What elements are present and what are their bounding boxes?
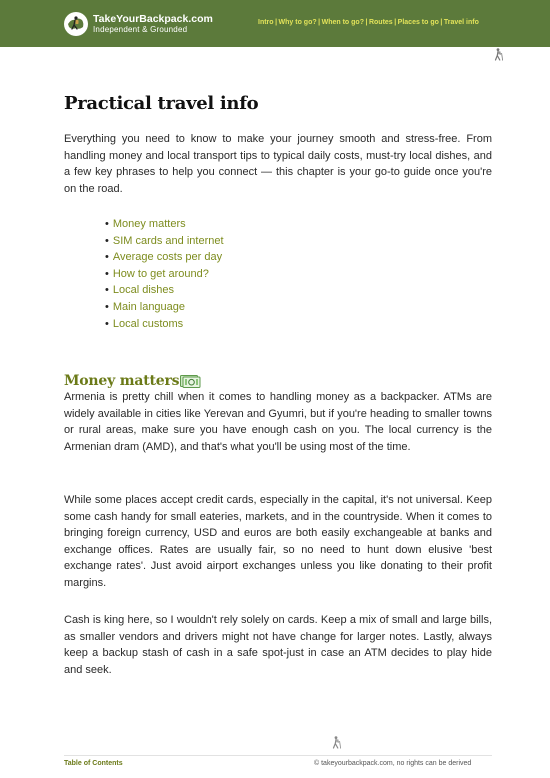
bullet: • (105, 267, 109, 280)
list-item[interactable] (105, 249, 224, 266)
list-item[interactable] (105, 216, 224, 233)
intro-paragraph: Everything you need to know to make your journey smooth and stress-free. From handling money and local transport tips to typical daily costs, must-try local dishes, and a few key phrases to help you connect — this chapter is your go-to guide once you're on the road. (64, 133, 492, 195)
nav-separator: | (275, 19, 278, 26)
nav-places-to-go[interactable]: Places to go (397, 19, 439, 26)
list-item[interactable] (105, 282, 224, 299)
list-item[interactable] (105, 316, 224, 333)
link-local-customs[interactable]: Local customs (112, 317, 184, 330)
money-paragraph-3: Cash is king here, so I wouldn't rely solely on cards. Keep a mix of small and large bills, as smaller vendors and drivers might not have change for larger notes. Lastly, always keep a backup stash of cash in a safe spot-just in case an ATM decides to play hide and seek. (64, 614, 492, 676)
list-item[interactable] (105, 233, 224, 250)
money-paragraph-2: While some places accept credit cards, especially in the capital, it's not universal. Keep some cash handy for small eateries, markets, and in the countryside. When it comes to bringing foreign currency, USD and euros are both easily exchangeable at banks and exchange offices. Rates are usually fair, so no need to hunt down elusive 'best exchange rates'. Just avoid airport exchanges unless you like donating to their profit margins. (64, 494, 492, 589)
chapter-contents-list (105, 216, 224, 332)
bullet: • (105, 300, 109, 313)
bullet: • (105, 234, 109, 247)
footer-divider (64, 755, 492, 756)
link-average-costs[interactable]: Average costs per day (112, 251, 223, 264)
link-sim-cards[interactable]: SIM cards and internet (112, 234, 224, 247)
bullet: • (105, 218, 109, 230)
copyright-notice: © takeyourbackpack.com, no rights can be derived (314, 760, 472, 767)
table-of-contents-link[interactable]: Table of Contents (64, 760, 123, 767)
money-paragraph-1: Armenia is pretty chill when it comes to handling money as a backpacker. ATMs are widely available in cities like Yerevan and Gyumri, but if you're heading to smaller towns or rural areas, make sure you have enough cash on you. The local currency is the Armenian dram (AMD), and that's what you'll be using most of the time. (64, 391, 492, 453)
link-main-language[interactable]: Main language (112, 300, 186, 313)
globe-hiker-logo-icon[interactable] (64, 12, 88, 36)
nav-when-to-go[interactable]: When to go? (321, 19, 364, 26)
section-heading-money-matters: Money matters (64, 373, 180, 389)
bullet: • (105, 251, 109, 264)
top-navigation (258, 19, 479, 26)
list-item[interactable] (105, 266, 224, 283)
nav-why-to-go[interactable]: Why to go? (278, 19, 317, 26)
list-item[interactable] (105, 299, 224, 316)
brand-tagline: Independent & Grounded (93, 25, 188, 34)
brand-name[interactable]: TakeYourBackpack.com (93, 13, 213, 25)
nav-separator: | (440, 19, 443, 26)
link-get-around[interactable]: How to get around? (112, 267, 209, 280)
nav-separator: | (394, 19, 397, 26)
nav-routes[interactable]: Routes (368, 19, 393, 26)
nav-intro[interactable]: Intro (258, 19, 274, 26)
bullet: • (105, 317, 109, 330)
nav-travel-info[interactable]: Travel info (443, 19, 479, 26)
nav-separator: | (318, 19, 321, 26)
link-money-matters[interactable]: Money matters (112, 218, 186, 230)
site-header (0, 0, 550, 47)
hiker-icon (493, 48, 504, 66)
link-local-dishes[interactable]: Local dishes (112, 284, 175, 297)
page-title: Practical travel info (64, 93, 259, 114)
hiker-icon (331, 736, 342, 754)
bullet: • (105, 284, 109, 297)
nav-separator: | (365, 19, 368, 26)
